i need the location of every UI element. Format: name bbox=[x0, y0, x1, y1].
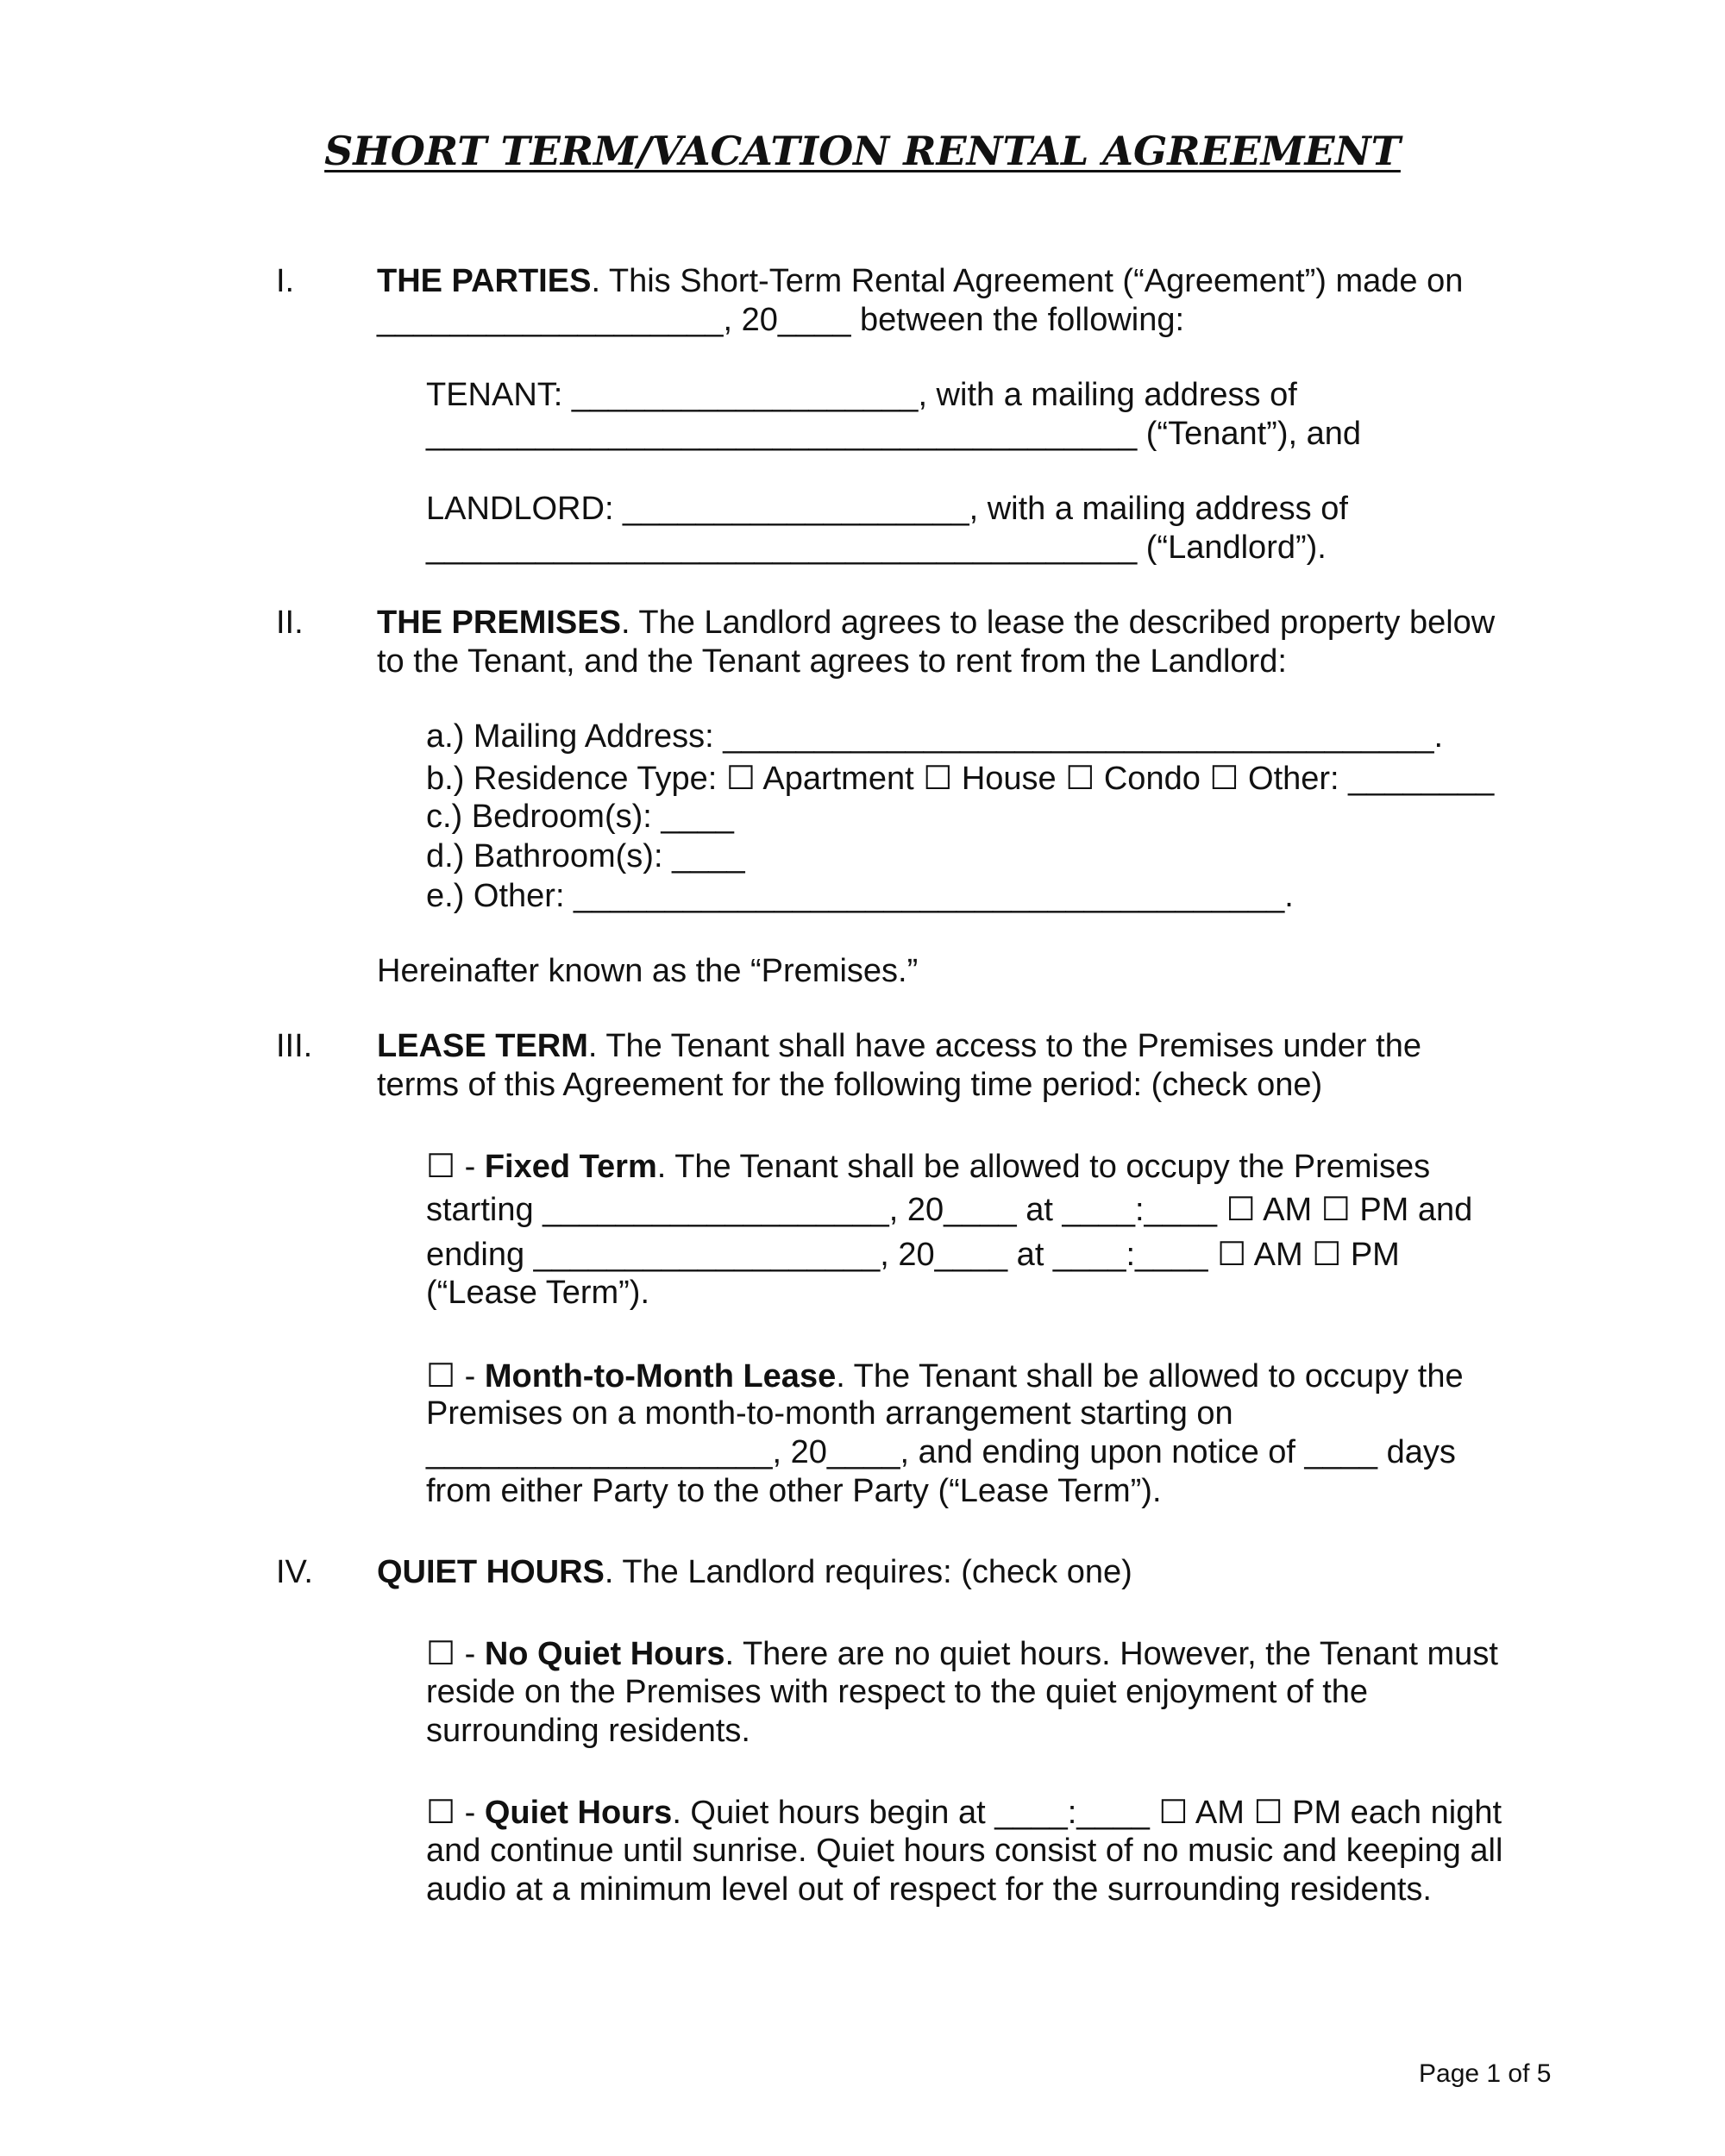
premises-intro-text: . The Landlord agrees to lease the described property below bbox=[620, 605, 1496, 641]
quiet-hours-heading: QUIET HOURS bbox=[377, 1554, 605, 1590]
parties-intro bbox=[377, 263, 1463, 300]
section-number-quiet-hours: IV. bbox=[276, 1554, 313, 1590]
fixed-term-option bbox=[426, 1147, 1430, 1186]
premises-intro-line2: to the Tenant, and the Tenant agrees to rent from the Landlord: bbox=[377, 643, 1287, 680]
month-to-month-text: . The Tenant shall be allowed to occupy the bbox=[836, 1358, 1464, 1395]
quiet-hours-option bbox=[426, 1793, 1502, 1832]
no-quiet-hours-text: . There are no quiet hours. However, the Tenant must bbox=[724, 1636, 1498, 1672]
premises-item-bathrooms: d.) Bathroom(s): ____ bbox=[426, 838, 745, 874]
lease-term-intro-text: . The Tenant shall have access to the Premises under the bbox=[587, 1028, 1421, 1064]
fixed-term-checkbox[interactable]: ☐ - bbox=[426, 1149, 485, 1185]
landlord-line1: LANDLORD: ___________________, with a mailing address of bbox=[426, 491, 1348, 527]
quiet-hours-option-heading: Quiet Hours bbox=[484, 1795, 673, 1831]
quiet-hours-checkbox[interactable]: ☐ - bbox=[426, 1795, 485, 1831]
quiet-hours-option-text: . Quiet hours begin at ____:____ ☐ AM ☐ PM each night bbox=[672, 1795, 1502, 1831]
lease-term-intro bbox=[377, 1028, 1421, 1065]
month-to-month-line4: from either Party to the other Party (“Lease Term”). bbox=[426, 1473, 1162, 1509]
lease-term-intro-line2: terms of this Agreement for the following time period: (check one) bbox=[377, 1067, 1323, 1103]
no-quiet-hours-line2: reside on the Premises with respect to the quiet enjoyment of the bbox=[426, 1674, 1369, 1710]
month-to-month-heading: Month-to-Month Lease bbox=[484, 1358, 837, 1395]
quiet-hours-intro-text: . The Landlord requires: (check one) bbox=[604, 1554, 1132, 1590]
premises-item-residence-type: b.) Residence Type: ☐ Apartment ☐ House ☐ Condo ☐ Other: ________ bbox=[426, 761, 1495, 797]
landlord-line2: _______________________________________ (“Landlord”). bbox=[426, 530, 1327, 566]
page-number: Page 1 of 5 bbox=[1419, 2059, 1552, 2088]
premises-hereinafter: Hereinafter known as the “Premises.” bbox=[377, 953, 919, 989]
section-number-premises: II. bbox=[276, 605, 304, 641]
premises-item-mailing-address: a.) Mailing Address: _______________________________________. bbox=[426, 718, 1444, 755]
quiet-hours-line2: and continue until sunrise. Quiet hours consist of no music and keeping all bbox=[426, 1833, 1503, 1869]
month-to-month-option bbox=[426, 1357, 1464, 1395]
section-number-lease-term: III. bbox=[276, 1028, 313, 1064]
premises-item-other: e.) Other: _______________________________________. bbox=[426, 878, 1294, 914]
document-title: SHORT TERM/VACATION RENTAL AGREEMENT bbox=[324, 128, 1401, 174]
fixed-term-label: (“Lease Term”). bbox=[426, 1275, 650, 1311]
fixed-term-start-line: starting ___________________, 20____ at ____:____ ☐ AM ☐ PM and bbox=[426, 1192, 1473, 1228]
premises-heading: THE PREMISES bbox=[377, 605, 621, 641]
no-quiet-hours-option bbox=[426, 1634, 1498, 1673]
month-to-month-line2: Premises on a month-to-month arrangement starting on bbox=[426, 1395, 1233, 1432]
fixed-term-end-line: ending ___________________, 20____ at ____:____ ☐ AM ☐ PM bbox=[426, 1237, 1400, 1273]
month-to-month-checkbox[interactable]: ☐ - bbox=[426, 1358, 485, 1395]
parties-heading: THE PARTIES bbox=[377, 263, 592, 299]
section-number-parties: I. bbox=[276, 263, 295, 299]
parties-intro-text: . This Short-Term Rental Agreement (“Agreement”) made on bbox=[591, 263, 1464, 299]
parties-intro-line2: ___________________, 20____ between the following: bbox=[377, 302, 1185, 338]
quiet-hours-intro bbox=[377, 1554, 1132, 1591]
no-quiet-hours-line3: surrounding residents. bbox=[426, 1713, 750, 1749]
no-quiet-hours-checkbox[interactable]: ☐ - bbox=[426, 1636, 485, 1672]
quiet-hours-line3: audio at a minimum level out of respect for the surrounding residents. bbox=[426, 1871, 1432, 1908]
tenant-line2: _______________________________________ (“Tenant”), and bbox=[426, 416, 1362, 452]
tenant-line1: TENANT: ___________________, with a mailing address of bbox=[426, 377, 1297, 413]
no-quiet-hours-heading: No Quiet Hours bbox=[484, 1636, 725, 1672]
premises-intro bbox=[377, 605, 1495, 642]
lease-term-heading: LEASE TERM bbox=[377, 1028, 588, 1064]
fixed-term-heading: Fixed Term bbox=[484, 1149, 657, 1185]
premises-item-bedrooms: c.) Bedroom(s): ____ bbox=[426, 799, 734, 835]
month-to-month-line3: ___________________, 20____, and ending upon notice of ____ days bbox=[426, 1434, 1456, 1470]
fixed-term-text: . The Tenant shall be allowed to occupy the Premises bbox=[656, 1149, 1431, 1185]
